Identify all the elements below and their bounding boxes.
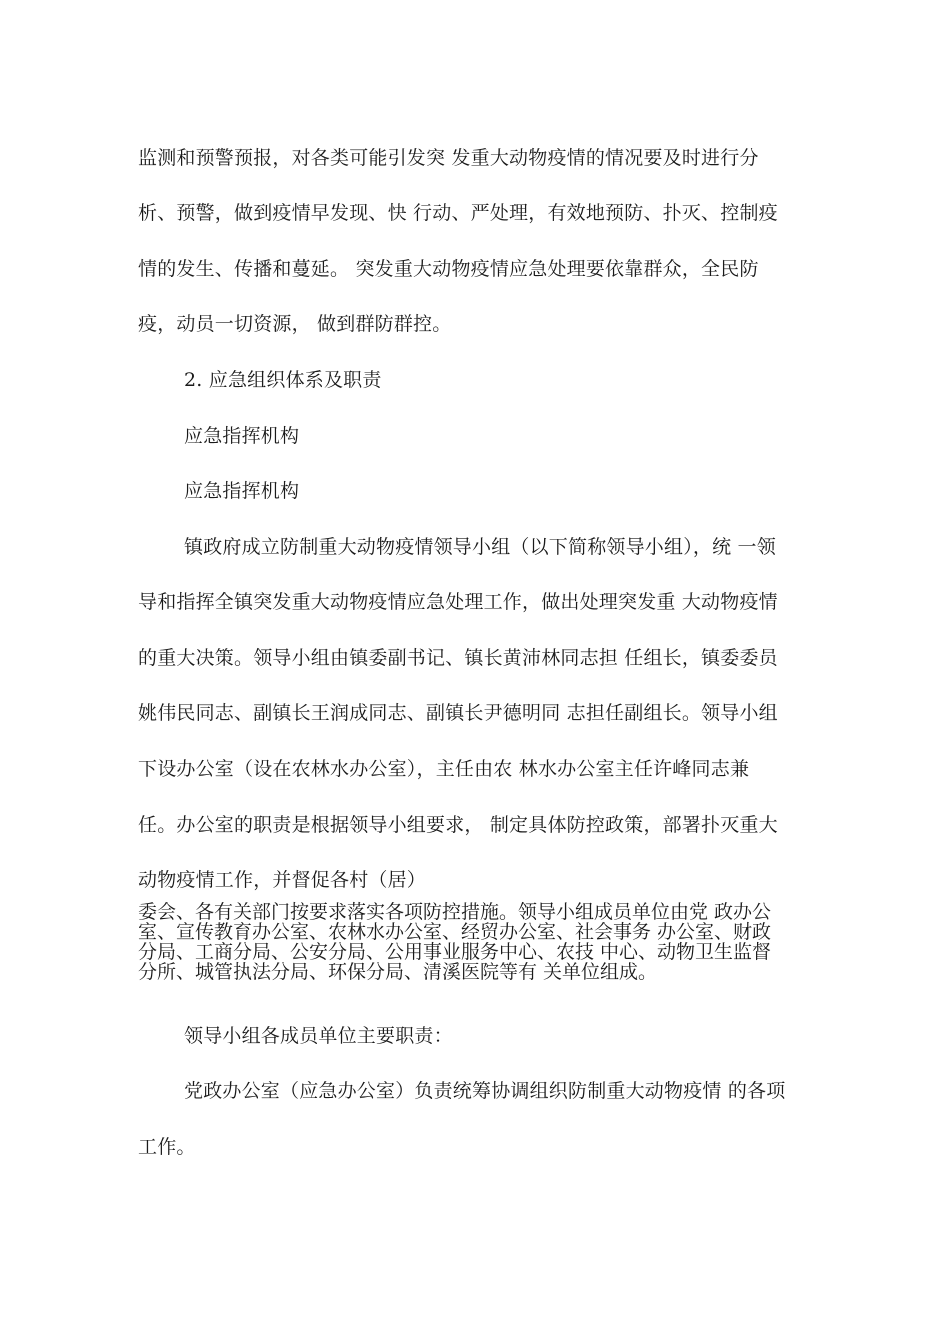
body-text-line: 任。办公室的职责是根据领导小组要求， 制定具体防控政策，部署扑灭重大 (138, 814, 778, 836)
section-heading: 2. 应急组织体系及职责 (184, 369, 382, 391)
body-text-line: 析、预警，做到疫情早发现、快 行动、严处理，有效地预防、扑灭、控制疫 (138, 202, 778, 224)
dense-text-line: 室、宣传教育办公室、农林水办公室、经贸办公室、社会事务 办公室、财政 (138, 921, 772, 943)
body-text-line: 姚伟民同志、副镇长王润成同志、副镇长尹德明同 志担任副组长。领导小组 (138, 702, 778, 724)
body-text-line: 镇政府成立防制重大动物疫情领导小组（以下简称领导小组），统 一领 (184, 536, 776, 558)
body-text-line: 导和指挥全镇突发重大动物疫情应急处理工作，做出处理突发重 大动物疫情 (138, 591, 778, 613)
body-text-line: 工作。 (138, 1136, 196, 1158)
body-text-line: 的重大决策。领导小组由镇委副书记、镇长黄沛林同志担 任组长，镇委委员 (138, 647, 778, 669)
subsection-heading: 应急指挥机构 (184, 425, 300, 447)
body-text-line: 下设办公室（设在农林水办公室），主任由农 林水办公室主任许峰同志兼 (138, 758, 750, 780)
dense-text-line: 分局、工商分局、公安分局、公用事业服务中心、农技 中心、动物卫生监督 (138, 941, 772, 963)
dense-paragraph (138, 902, 838, 982)
body-text-line: 监测和预警预报，对各类可能引发突 发重大动物疫情的情况要及时进行分 (138, 147, 759, 169)
body-text-line: 情的发生、传播和蔓延。 突发重大动物疫情应急处理要依靠群众，全民防 (138, 258, 759, 280)
dense-text-line: 分所、城管执法分局、环保分局、清溪医院等有 关单位组成。 (138, 961, 658, 983)
body-text-line: 疫，动员一切资源， 做到群防群控。 (138, 313, 452, 335)
body-text-line: 领导小组各成员单位主要职责： (184, 1025, 453, 1047)
dense-text-line: 委会、各有关部门按要求落实各项防控措施。领导小组成员单位由党 政办公 (138, 901, 772, 923)
body-text-line: 党政办公室（应急办公室）负责统筹协调组织防制重大动物疫情 的各项 (184, 1080, 786, 1102)
body-text-line: 动物疫情工作，并督促各村（居） (138, 869, 427, 891)
subsection-heading: 应急指挥机构 (184, 480, 300, 502)
